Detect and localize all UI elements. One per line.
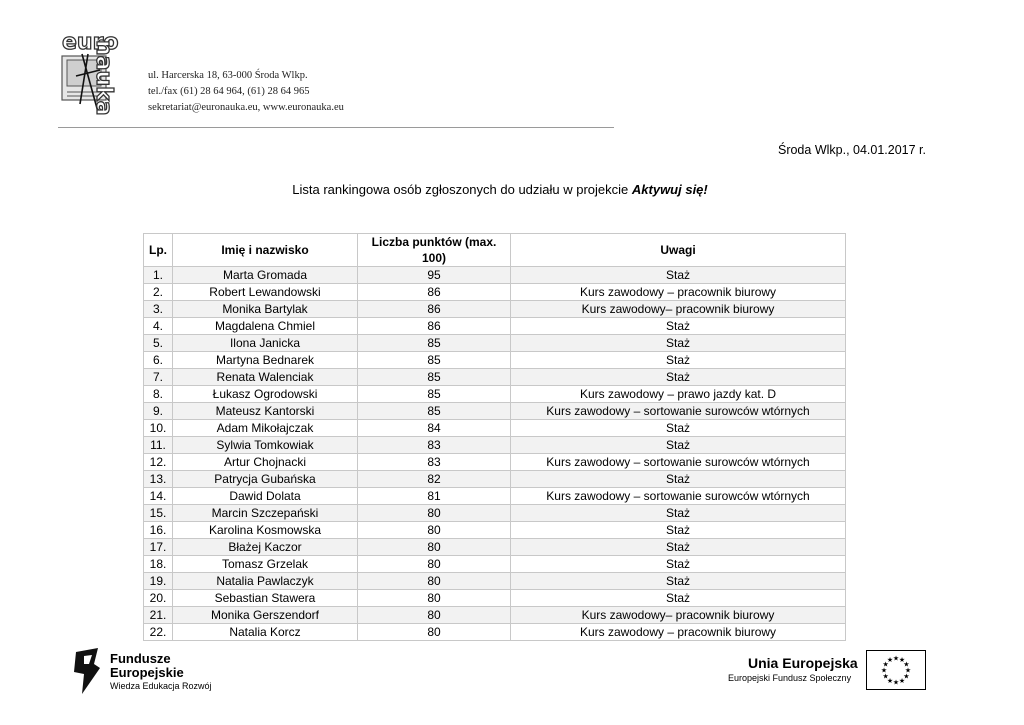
- cell-name: Renata Walenciak: [173, 369, 358, 386]
- cell-notes: Kurs zawodowy – sortowanie surowców wtórnych: [511, 403, 846, 420]
- cell-points: 83: [358, 437, 511, 454]
- ranking-table: [143, 233, 846, 641]
- project-name: Aktywuj się!: [631, 182, 708, 197]
- table-row: [144, 420, 846, 437]
- cell-notes: Staż: [511, 318, 846, 335]
- cell-notes: Staż: [511, 539, 846, 556]
- cell-points: 80: [358, 556, 511, 573]
- table-header-row: [144, 234, 846, 267]
- cell-notes: Staż: [511, 420, 846, 437]
- cell-notes: Kurs zawodowy – sortowanie surowców wtórnych: [511, 454, 846, 471]
- cell-notes: Staż: [511, 335, 846, 352]
- cell-notes: Staż: [511, 556, 846, 573]
- fundusze-europejskie-icon: [72, 648, 102, 694]
- cell-name: Tomasz Grzelak: [173, 556, 358, 573]
- table-row: [144, 607, 846, 624]
- cell-points: 84: [358, 420, 511, 437]
- cell-points: 80: [358, 573, 511, 590]
- cell-name: Dawid Dolata: [173, 488, 358, 505]
- cell-points: 85: [358, 386, 511, 403]
- table-row: [144, 318, 846, 335]
- table-body: [144, 267, 846, 641]
- cell-points: 80: [358, 590, 511, 607]
- cell-lp: 11.: [144, 437, 173, 454]
- cell-name: Mateusz Kantorski: [173, 403, 358, 420]
- cell-points: 86: [358, 284, 511, 301]
- cell-name: Martyna Bednarek: [173, 352, 358, 369]
- cell-lp: 16.: [144, 522, 173, 539]
- cell-lp: 13.: [144, 471, 173, 488]
- cell-lp: 2.: [144, 284, 173, 301]
- cell-name: Robert Lewandowski: [173, 284, 358, 301]
- cell-notes: Staż: [511, 471, 846, 488]
- cell-name: Magdalena Chmiel: [173, 318, 358, 335]
- table-row: [144, 488, 846, 505]
- cell-name: Adam Mikołajczak: [173, 420, 358, 437]
- address-block: [148, 68, 344, 116]
- cell-lp: 5.: [144, 335, 173, 352]
- cell-lp: 6.: [144, 352, 173, 369]
- table-row: [144, 352, 846, 369]
- table-row: [144, 301, 846, 318]
- cell-points: 80: [358, 522, 511, 539]
- title-text: Lista rankingowa osób zgłoszonych do udziału w projekcie: [292, 182, 632, 197]
- cell-notes: Staż: [511, 505, 846, 522]
- cell-name: Monika Gerszendorf: [173, 607, 358, 624]
- cell-notes: Kurs zawodowy – pracownik biurowy: [511, 624, 846, 641]
- table-row: [144, 437, 846, 454]
- cell-points: 80: [358, 539, 511, 556]
- header-name: Imię i nazwisko: [173, 234, 358, 267]
- cell-notes: Kurs zawodowy – prawo jazdy kat. D: [511, 386, 846, 403]
- cell-notes: Staż: [511, 352, 846, 369]
- header-divider: [58, 127, 614, 128]
- cell-notes: Kurs zawodowy– pracownik biurowy: [511, 301, 846, 318]
- header-notes: Uwagi: [511, 234, 846, 267]
- fe-line1: Fundusze: [110, 651, 171, 666]
- cell-notes: Staż: [511, 590, 846, 607]
- table-row: [144, 539, 846, 556]
- address-phone: tel./fax (61) 28 64 964, (61) 28 64 965: [148, 86, 310, 97]
- cell-points: 95: [358, 267, 511, 284]
- eu-stars-icon: [867, 651, 925, 689]
- eu-flag: [866, 650, 926, 690]
- eu-star-icon: ★: [886, 677, 894, 685]
- cell-points: 85: [358, 352, 511, 369]
- fe-tagline: Wiedza Edukacja Rozwój: [110, 681, 212, 691]
- eu-star-icon: ★: [898, 677, 906, 685]
- cell-notes: Kurs zawodowy – sortowanie surowców wtórnych: [511, 488, 846, 505]
- table-row: [144, 556, 846, 573]
- table-row: [144, 267, 846, 284]
- cell-name: Ilona Janicka: [173, 335, 358, 352]
- cell-lp: 7.: [144, 369, 173, 386]
- table-row: [144, 284, 846, 301]
- cell-name: Monika Bartylak: [173, 301, 358, 318]
- table-row: [144, 590, 846, 607]
- logo-text-nauka: nauka: [91, 40, 116, 116]
- cell-lp: 19.: [144, 573, 173, 590]
- address-street: ul. Harcerska 18, 63-000 Środa Wlkp.: [148, 70, 308, 81]
- table-row: [144, 369, 846, 386]
- cell-points: 80: [358, 607, 511, 624]
- eu-star-icon: ★: [903, 661, 910, 669]
- eu-star-icon: ★: [904, 667, 912, 675]
- cell-lp: 9.: [144, 403, 173, 420]
- eu-star-icon: ★: [882, 673, 889, 681]
- cell-points: 81: [358, 488, 511, 505]
- cell-name: Marcin Szczepański: [173, 505, 358, 522]
- cell-lp: 8.: [144, 386, 173, 403]
- cell-lp: 17.: [144, 539, 173, 556]
- cell-lp: 3.: [144, 301, 173, 318]
- cell-lp: 12.: [144, 454, 173, 471]
- cell-lp: 15.: [144, 505, 173, 522]
- table-row: [144, 522, 846, 539]
- cell-points: 82: [358, 471, 511, 488]
- cell-name: Sebastian Stawera: [173, 590, 358, 607]
- fe-logo-text: [110, 652, 184, 680]
- cell-name: Artur Chojnacki: [173, 454, 358, 471]
- table-row: [144, 386, 846, 403]
- header-points: Liczba punktów (max. 100): [358, 234, 511, 267]
- cell-points: 85: [358, 335, 511, 352]
- document-date: Środa Wlkp., 04.01.2017 r.: [777, 143, 926, 157]
- cell-points: 80: [358, 505, 511, 522]
- cell-lp: 14.: [144, 488, 173, 505]
- cell-name: Marta Gromada: [173, 267, 358, 284]
- cell-lp: 22.: [144, 624, 173, 641]
- cell-notes: Kurs zawodowy – pracownik biurowy: [511, 284, 846, 301]
- cell-notes: Staż: [511, 573, 846, 590]
- cell-lp: 21.: [144, 607, 173, 624]
- cell-notes: Staż: [511, 437, 846, 454]
- cell-name: Natalia Pawlaczyk: [173, 573, 358, 590]
- ue-fund-name: Europejski Fundusz Społeczny: [728, 673, 852, 683]
- table-row: [144, 403, 846, 420]
- cell-name: Błażej Kaczor: [173, 539, 358, 556]
- cell-name: Sylwia Tomkowiak: [173, 437, 358, 454]
- eu-star-icon: ★: [880, 667, 888, 675]
- table-row: [144, 471, 846, 488]
- eu-star-icon: ★: [903, 673, 910, 681]
- table-row: [144, 505, 846, 522]
- table-row: [144, 624, 846, 641]
- cell-name: Karolina Kosmowska: [173, 522, 358, 539]
- cell-name: Patrycja Gubańska: [173, 471, 358, 488]
- cell-notes: Staż: [511, 267, 846, 284]
- eu-star-icon: ★: [892, 679, 900, 687]
- table-row: [144, 335, 846, 352]
- cell-notes: Staż: [511, 369, 846, 386]
- cell-lp: 4.: [144, 318, 173, 335]
- document-title: [0, 182, 1000, 197]
- cell-name: Łukasz Ogrodowski: [173, 386, 358, 403]
- cell-points: 83: [358, 454, 511, 471]
- cell-lp: 20.: [144, 590, 173, 607]
- cell-points: 85: [358, 403, 511, 420]
- logo-text-euro: euro: [62, 30, 119, 55]
- eu-star-icon: ★: [886, 657, 894, 665]
- table-row: [144, 454, 846, 471]
- cell-points: 85: [358, 369, 511, 386]
- cell-notes: Staż: [511, 522, 846, 539]
- cell-lp: 18.: [144, 556, 173, 573]
- cell-points: 80: [358, 624, 511, 641]
- eu-star-icon: ★: [882, 661, 889, 669]
- cell-notes: Kurs zawodowy– pracownik biurowy: [511, 607, 846, 624]
- eu-star-icon: ★: [892, 655, 900, 663]
- cell-lp: 1.: [144, 267, 173, 284]
- cell-points: 86: [358, 301, 511, 318]
- eu-star-icon: ★: [898, 657, 906, 665]
- ue-title: Unia Europejska: [748, 655, 858, 671]
- cell-name: Natalia Korcz: [173, 624, 358, 641]
- header-lp: Lp.: [144, 234, 173, 267]
- address-email-web: sekretariat@euronauka.eu, www.euronauka.eu: [148, 102, 344, 113]
- cell-lp: 10.: [144, 420, 173, 437]
- cell-points: 86: [358, 318, 511, 335]
- fe-line2: Europejskie: [110, 665, 184, 680]
- table-row: [144, 573, 846, 590]
